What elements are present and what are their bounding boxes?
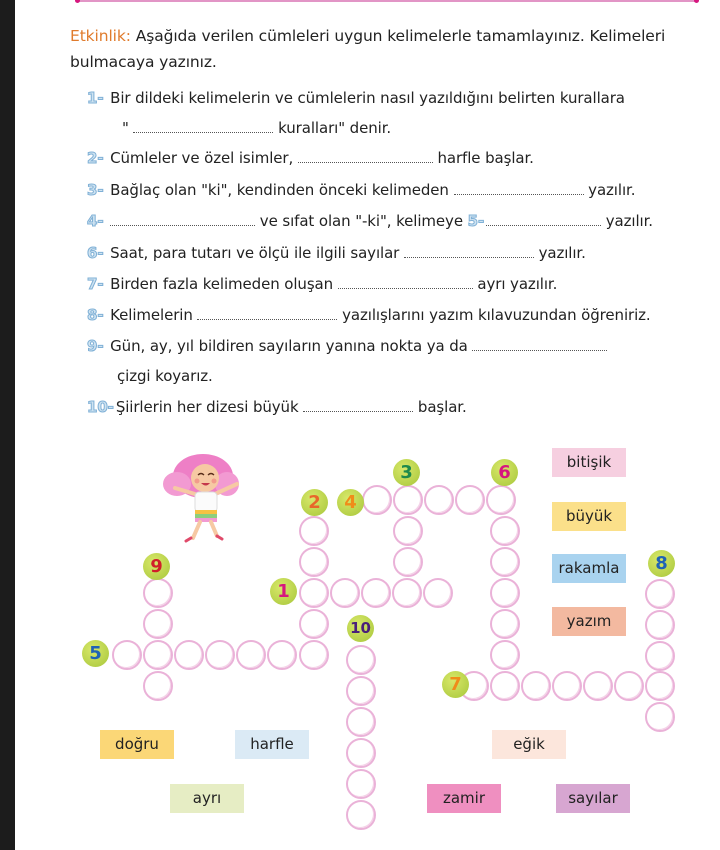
crossword-cell[interactable] [346, 800, 376, 830]
crossword-cell[interactable] [614, 671, 644, 701]
crossword-cell[interactable] [521, 671, 551, 701]
crossword-cell[interactable] [490, 671, 520, 701]
crossword-cell[interactable] [645, 579, 675, 609]
activity-instructions [70, 23, 700, 75]
question-number: 7- [87, 275, 104, 293]
crossword-cell[interactable] [645, 702, 675, 732]
activity-text: Aşağıda verilen cümleleri uygun kelimelerle tamamlayınız. Kelimeleri bulmacaya yazınız. [70, 27, 666, 71]
answer-blank[interactable] [454, 182, 584, 195]
crossword-cell[interactable] [645, 610, 675, 640]
badge-number: 6 [498, 462, 511, 483]
question-3 [87, 181, 635, 199]
question-text: yazılır. [601, 212, 653, 230]
question-text: başlar. [413, 398, 467, 416]
question-number: 4- [87, 212, 104, 230]
word-text: eğik [513, 735, 545, 753]
crossword-cell[interactable] [393, 485, 423, 515]
crossword-cell[interactable] [143, 609, 173, 639]
question-8 [87, 306, 651, 324]
question-text: " [122, 119, 129, 137]
question-text: Kelimelerin [110, 306, 198, 324]
crossword-cell[interactable] [174, 640, 204, 670]
crossword-cell[interactable] [299, 640, 329, 670]
question-text: Bağlaç olan "ki", kendinden önceki kelimeden [110, 181, 454, 199]
crossword-cell[interactable] [393, 516, 423, 546]
crossword-cell[interactable] [143, 640, 173, 670]
crossword-cell[interactable] [299, 516, 329, 546]
question-text: harfle başlar. [432, 149, 534, 167]
word-text: yazım [566, 612, 612, 630]
header-divider [77, 0, 697, 2]
crossword-cell[interactable] [143, 578, 173, 608]
question-9-line-2 [117, 367, 213, 385]
question-10 [87, 398, 467, 416]
activity-label: Etkinlik: [70, 27, 131, 45]
word-card-sayilar[interactable] [556, 784, 630, 813]
crossword-cell[interactable] [346, 676, 376, 706]
question-text: Saat, para tutarı ve ölçü ile ilgili sayılar [110, 244, 404, 262]
question-number: 8- [87, 306, 104, 324]
answer-blank[interactable] [472, 338, 607, 351]
badge-number: 2 [308, 492, 321, 513]
question-1-line-2 [122, 119, 391, 137]
word-text: sayılar [568, 789, 618, 807]
crossword-cell[interactable] [583, 671, 613, 701]
question-text: kuralları" denir. [273, 119, 392, 137]
crossword-cell[interactable] [299, 609, 329, 639]
clue-badge-10 [347, 615, 374, 642]
crossword-cell[interactable] [346, 738, 376, 768]
crossword-cell[interactable] [423, 578, 453, 608]
word-text: bitişik [566, 453, 612, 471]
word-card-harfle[interactable] [235, 730, 309, 759]
crossword-cell[interactable] [362, 485, 392, 515]
clue-badge-2 [301, 489, 328, 516]
question-number: 1- [87, 89, 104, 107]
badge-number: 3 [400, 462, 413, 483]
question-number: 3- [87, 181, 104, 199]
question-text: Birden fazla kelimeden oluşan [110, 275, 338, 293]
word-card-yazim[interactable] [552, 607, 626, 636]
crossword-cell[interactable] [299, 547, 329, 577]
answer-blank[interactable] [110, 213, 255, 226]
word-card-zamir[interactable] [427, 784, 501, 813]
word-text: büyük [565, 507, 613, 525]
question-text: yazılır. [583, 181, 636, 199]
crossword-cell[interactable] [486, 485, 516, 515]
clue-badge-6 [491, 459, 518, 486]
word-card-egik[interactable] [492, 730, 566, 759]
answer-blank[interactable] [298, 150, 433, 163]
crossword-cell[interactable] [393, 547, 423, 577]
word-card-buyuk[interactable] [552, 502, 626, 531]
clue-badge-1 [270, 578, 297, 605]
question-text: ve sıfat olan "-ki", kelimeye [255, 212, 468, 230]
question-1 [87, 89, 625, 107]
clue-badge-5 [82, 640, 109, 667]
question-number: 10- [87, 398, 114, 416]
word-text: harfle [250, 735, 294, 753]
crossword-cell[interactable] [455, 485, 485, 515]
word-text: ayrı [192, 789, 222, 807]
crossword-cell[interactable] [205, 640, 235, 670]
crossword-cell[interactable] [236, 640, 266, 670]
crossword-cell[interactable] [346, 707, 376, 737]
crossword-cell[interactable] [143, 671, 173, 701]
word-card-bitisik[interactable] [552, 448, 626, 477]
question-text: Bir dildeki kelimelerin ve cümlelerin nasıl yazıldığını belirten kurallara [110, 89, 625, 107]
clue-badge-7 [442, 671, 469, 698]
crossword-cell[interactable] [490, 547, 520, 577]
word-text: doğru [115, 735, 159, 753]
answer-blank[interactable] [404, 245, 534, 258]
crossword-cell[interactable] [361, 578, 391, 608]
crossword-cell[interactable] [112, 640, 142, 670]
word-card-ayri[interactable] [170, 784, 244, 813]
word-text: zamir [442, 789, 485, 807]
crossword-cell[interactable] [392, 578, 422, 608]
crossword-cell[interactable] [299, 578, 329, 608]
answer-blank[interactable] [486, 213, 601, 226]
word-card-dogru[interactable] [100, 730, 174, 759]
question-2 [87, 149, 534, 167]
clue-badge-4 [337, 489, 364, 516]
question-6 [87, 244, 586, 262]
badge-number: 5 [89, 643, 102, 664]
question-text: Cümleler ve özel isimler, [110, 149, 298, 167]
answer-blank[interactable] [338, 276, 473, 289]
crossword-cell[interactable] [267, 640, 297, 670]
question-7 [87, 275, 557, 293]
crossword-cell[interactable] [490, 609, 520, 639]
badge-number: 8 [655, 553, 668, 574]
question-text: çizgi koyarız. [117, 367, 213, 385]
clue-badge-3 [393, 459, 420, 486]
crossword-cell[interactable] [330, 578, 360, 608]
question-text: yazılır. [533, 244, 586, 262]
crossword-cell[interactable] [490, 640, 520, 670]
crossword-cell[interactable] [424, 485, 454, 515]
clue-badge-9 [143, 553, 170, 580]
girl-illustration [155, 450, 255, 550]
question-text: Gün, ay, yıl bildiren sayıların yanına nokta ya da [110, 337, 473, 355]
question-text: Şiirlerin her dizesi büyük [115, 398, 304, 416]
answer-blank[interactable] [197, 307, 337, 320]
crossword-cell[interactable] [490, 578, 520, 608]
badge-number: 9 [150, 556, 163, 577]
question-4 [87, 212, 653, 230]
badge-number: 10 [350, 619, 371, 637]
clue-badge-8 [648, 550, 675, 577]
badge-number: 7 [449, 674, 462, 695]
word-card-rakamla[interactable] [552, 554, 626, 583]
badge-number: 1 [277, 581, 290, 602]
worksheet-page [15, 0, 720, 850]
crossword-cell[interactable] [346, 769, 376, 799]
question-text: ayrı yazılır. [472, 275, 558, 293]
question-9 [87, 337, 607, 355]
question-number: 6- [87, 244, 104, 262]
question-number: 2- [87, 149, 104, 167]
crossword-cell[interactable] [645, 671, 675, 701]
question-number: 9- [87, 337, 104, 355]
question-text: yazılışlarını yazım kılavuzundan öğreniriz. [337, 306, 651, 324]
answer-blank[interactable] [303, 399, 413, 412]
answer-blank[interactable] [133, 120, 273, 133]
badge-number: 4 [344, 492, 357, 513]
crossword-cell[interactable] [645, 641, 675, 671]
question-number-5: 5- [467, 212, 485, 230]
crossword-cell[interactable] [552, 671, 582, 701]
word-text: rakamla [558, 559, 620, 577]
crossword-cell[interactable] [490, 516, 520, 546]
crossword-cell[interactable] [346, 645, 376, 675]
